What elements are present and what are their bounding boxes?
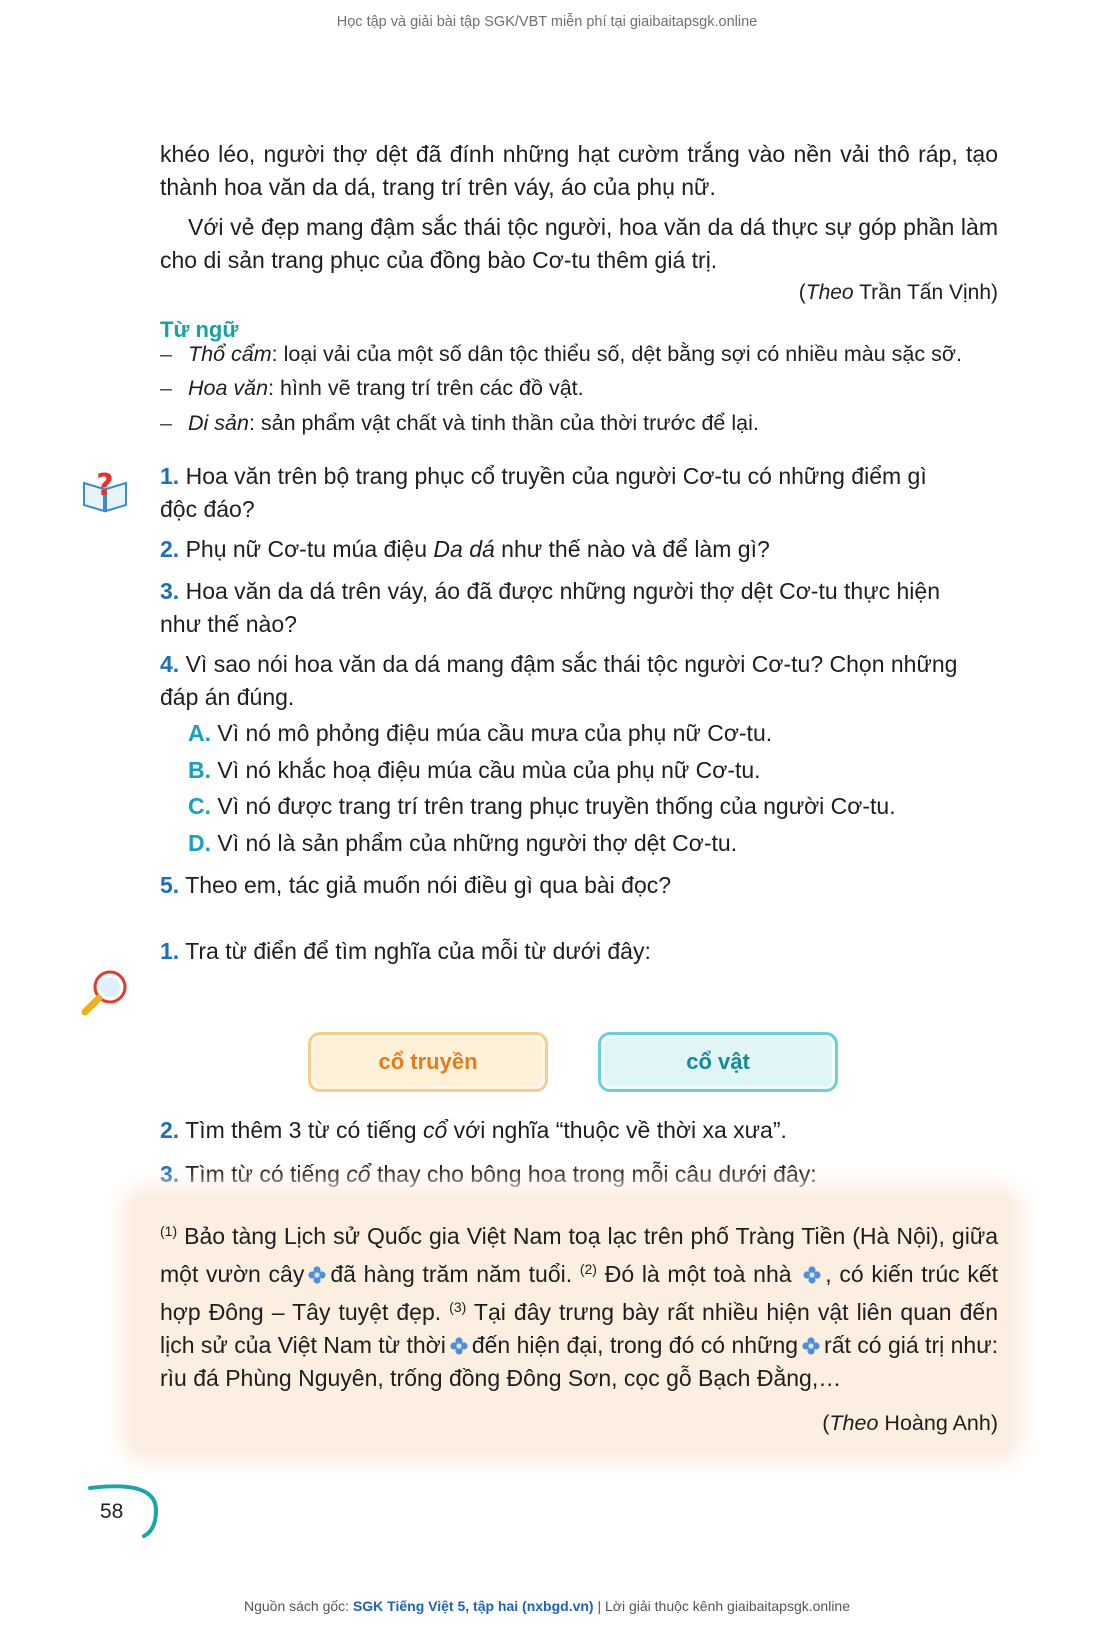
question-number: 1. xyxy=(160,463,180,489)
task-text: thay cho bông hoa trong mỗi câu dưới đây: xyxy=(370,1161,817,1187)
question-5 xyxy=(160,869,998,902)
option-d xyxy=(188,827,988,860)
excerpt-sentence: đến hiện đại, trong đó có những xyxy=(471,1332,799,1358)
source-prefix: Theo xyxy=(805,281,854,304)
question-text: độc đáo? xyxy=(160,496,255,522)
question-emphasis: Da dá xyxy=(433,536,495,562)
option-letter: C. xyxy=(188,793,211,819)
option-text: Vì nó được trang trí trên trang phục truyền thống của người Cơ-tu. xyxy=(217,793,896,819)
question-text: Theo em, tác giả muốn nói điều gì qua bài đọc? xyxy=(185,872,672,898)
excerpt-source: (Theo Hoàng Anh) xyxy=(822,1411,998,1435)
excerpt-sentence: Bảo tàng Lịch sử Quốc gia Việt Nam toạ lạc trên phố Tràng Tiền (Hà Nội), giữa một vườn cây xyxy=(160,1223,999,1287)
svg-text:?: ? xyxy=(96,469,114,503)
sentence-marker: (2) xyxy=(579,1261,597,1277)
question-number: 4. xyxy=(160,651,180,677)
excerpt-text xyxy=(160,1215,998,1395)
task-emphasis: cổ xyxy=(346,1161,371,1187)
task-emphasis: cổ xyxy=(423,1117,448,1143)
option-letter: D. xyxy=(188,830,211,856)
footer-suffix: | Lời giải thuộc kênh giaibaitapsgk.online xyxy=(597,1598,851,1614)
task-text: Tìm thêm 3 từ có tiếng xyxy=(185,1117,423,1143)
header-note: Học tập và giải bài tập SGK/VBT miễn phí tại giaibaitapsgk.online xyxy=(336,14,758,30)
question-text: Hoa văn da dá trên váy, áo đã được những người thợ dệt Cơ-tu thực hiện xyxy=(185,578,940,604)
vocab-term: Thổ cẩm xyxy=(188,342,272,366)
question-text: Hoa văn trên bộ trang phục cổ truyền của người Cơ-tu có những điểm gì xyxy=(185,463,927,489)
vocab-task-2 xyxy=(160,1114,998,1147)
task-number: 3. xyxy=(160,1161,180,1187)
source-author: Trần Tấn Vịnh xyxy=(859,281,991,304)
question-number: 2. xyxy=(160,536,180,562)
flower-blank-icon xyxy=(450,1337,468,1355)
excerpt-sentence: , có kiến trúc kết hợp Đông – Tây tuyệt đẹp. xyxy=(160,1261,999,1325)
question-4 xyxy=(160,648,998,714)
flower-blank-icon xyxy=(308,1266,326,1284)
footer-note xyxy=(0,1598,1094,1614)
flower-blank-icon xyxy=(803,1266,821,1284)
question-text: như thế nào? xyxy=(160,611,297,637)
sentence-marker: (1) xyxy=(160,1223,178,1239)
excerpt-sentence: đã hàng trăm năm tuổi. xyxy=(330,1261,573,1287)
question-text: đáp án đúng. xyxy=(160,684,295,710)
excerpt-sentence: Đó là một toà nhà xyxy=(604,1261,792,1287)
word-box-co-truyen: cổ truyền xyxy=(308,1032,548,1092)
vocab-definition: : loại vải của một số dân tộc thiểu số, dệt bằng sợi có nhiều màu sặc sỡ. xyxy=(271,342,962,366)
task-text: với nghĩa “thuộc về thời xa xưa”. xyxy=(447,1117,787,1143)
word-box-co-vat: cổ vật xyxy=(598,1032,838,1092)
question-text: Phụ nữ Cơ-tu múa điệu xyxy=(185,536,434,562)
vocab-task-1 xyxy=(160,935,998,968)
source-prefix: Theo xyxy=(829,1411,879,1435)
reading-source: (Theo Trần Tấn Vịnh) xyxy=(798,281,998,304)
option-text: Vì nó mô phỏng điệu múa cầu mưa của phụ nữ Cơ-tu. xyxy=(217,720,773,746)
page-number-arc xyxy=(86,1478,166,1538)
option-letter: B. xyxy=(188,757,211,783)
vocab-task-3 xyxy=(160,1158,998,1191)
vocab-item: – Thổ cẩm: loại vải của một số dân tộc thiểu số, dệt bằng sợi có nhiều màu sặc sỡ. xyxy=(160,342,962,366)
reading-paragraph-1: khéo léo, người thợ dệt đã đính những hạt cườm trắng vào nền vải thô ráp, tạo thành hoa văn da dá, trang trí trên váy, áo của phụ nữ. xyxy=(160,141,998,200)
vocab-definition: : hình vẽ trang trí trên các đồ vật. xyxy=(268,376,584,400)
option-letter: A. xyxy=(188,720,211,746)
footer-prefix: Nguồn sách gốc: xyxy=(243,1598,350,1614)
question-text: như thế nào và để làm gì? xyxy=(494,536,770,562)
question-number: 5. xyxy=(160,872,180,898)
vocab-definition: : sản phẩm vật chất và tinh thần của thời trước để lại. xyxy=(248,411,759,435)
task-text: Tìm từ có tiếng xyxy=(185,1161,347,1187)
source-author: Hoàng Anh xyxy=(884,1411,991,1435)
question-2 xyxy=(160,533,998,566)
vocab-term: Hoa văn xyxy=(188,376,269,400)
flower-blank-icon xyxy=(802,1337,820,1355)
excerpt-sentence: rất có giá trị như: rìu đá Phùng Nguyên, trống đồng Đông Sơn, cọc gỗ Bạch Đằng,… xyxy=(160,1332,998,1391)
option-c xyxy=(188,790,988,823)
footer-book-link[interactable]: SGK Tiếng Việt 5, tập hai (nxbgd.vn) xyxy=(352,1598,594,1614)
reading-paragraph-2: Với vẻ đẹp mang đậm sắc thái tộc người, hoa văn da dá thực sự góp phần làm cho di sản trang phục của đồng bào Cơ-tu thêm giá trị. xyxy=(160,214,998,273)
option-b xyxy=(188,754,988,787)
option-text: Vì nó là sản phẩm của những người thợ dệt Cơ-tu. xyxy=(217,830,738,856)
vocab-item: – Di sản: sản phẩm vật chất và tinh thần của thời trước để lại. xyxy=(160,411,759,435)
task-number: 1. xyxy=(160,938,180,964)
page-number: 58 xyxy=(100,1500,124,1523)
question-3 xyxy=(160,575,998,641)
option-text: Vì nó khắc hoạ điệu múa cầu mùa của phụ nữ Cơ-tu. xyxy=(217,757,761,783)
task-number: 2. xyxy=(160,1117,180,1143)
vocab-term: Di sản xyxy=(188,411,249,435)
excerpt-sentence: Tại đây trưng bày rất nhiều hiện vật liên quan đến lịch sử của Việt Nam từ thời xyxy=(160,1299,998,1358)
question-book-icon xyxy=(80,469,130,515)
question-text: Vì sao nói hoa văn da dá mang đậm sắc thái tộc người Cơ-tu? Chọn những xyxy=(185,651,958,677)
vocab-item: – Hoa văn: hình vẽ trang trí trên các đồ vật. xyxy=(160,376,584,400)
question-1 xyxy=(160,460,998,526)
magnifier-icon xyxy=(80,967,132,1019)
vocab-title: Từ ngữ xyxy=(160,317,239,342)
task-text: Tra từ điển để tìm nghĩa của mỗi từ dưới đây: xyxy=(185,938,651,964)
sentence-marker: (3) xyxy=(449,1299,467,1315)
option-a xyxy=(188,717,988,750)
question-number: 3. xyxy=(160,578,180,604)
